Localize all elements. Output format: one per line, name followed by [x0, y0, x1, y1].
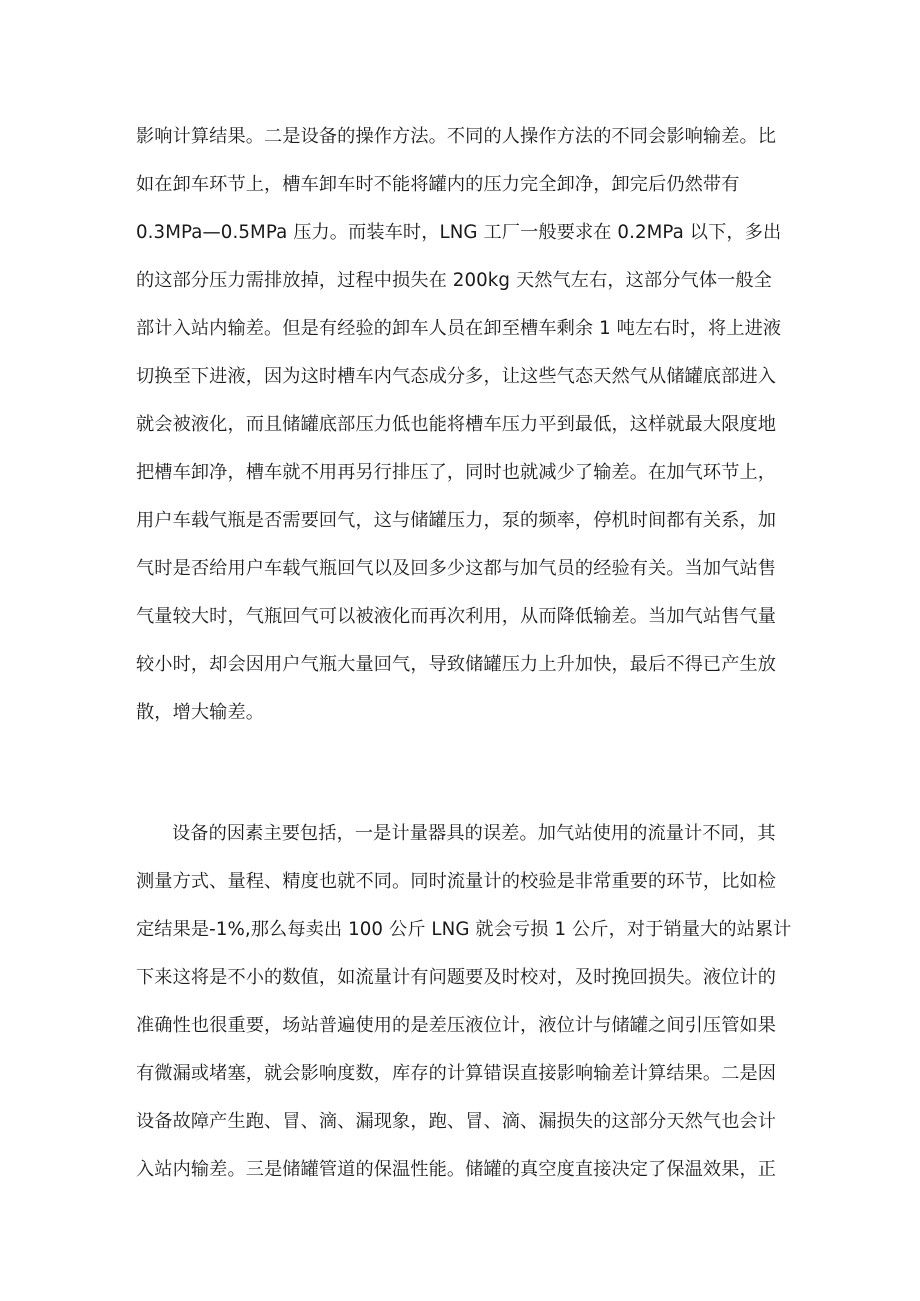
paragraph-line: 准确性也很重要，场站普遍使用的是差压液位计，液位计与储罐之间引压管如果: [136, 1015, 777, 1036]
paragraph-line: 下来这将是不小的数值，如流量计有问题要及时校对，及时挽回损失。液位计的: [136, 967, 777, 988]
paragraph-line: 入站内输差。三是储罐管道的保温性能。储罐的真空度直接决定了保温效果，正: [136, 1159, 777, 1180]
paragraph-line: 把槽车卸净，槽车就不用再另行排压了，同时也就减少了输差。在加气环节上，: [136, 462, 777, 483]
paragraph-line: 设备故障产生跑、冒、滴、漏现象，跑、冒、滴、漏损失的这部分天然气也会计: [136, 1111, 777, 1132]
paragraph-line: 切换至下进液，因为这时槽车内气态成分多，让这些气态天然气从储罐底部进入: [136, 366, 777, 387]
paragraph-line: 散，增大输差。: [136, 702, 265, 723]
paragraph-line: 部计入站内输差。但是有经验的卸车人员在卸至槽车剩余 1 吨左右时，将上进液: [136, 318, 782, 339]
paragraph-line: 气量较大时，气瓶回气可以被液化而再次利用，从而降低输差。当加气站售气量: [136, 606, 777, 627]
paragraph-line: 0.3MPa—0.5MPa 压力。而装车时，LNG 工厂一般要求在 0.2MPa 以下，多出: [136, 222, 782, 243]
paragraph-line: 用户车载气瓶是否需要回气，这与储罐压力，泵的频率，停机时间都有关系，加: [136, 510, 777, 531]
paragraph-line: 如在卸车环节上，槽车卸车时不能将罐内的压力完全卸净，卸完后仍然带有: [136, 174, 740, 195]
paragraph-line: 有微漏或堵塞，就会影响度数，库存的计算错误直接影响输差计算结果。二是因: [136, 1063, 777, 1084]
paragraph-line: 较小时，却会因用户气瓶大量回气，导致储罐压力上升加快，最后不得已产生放: [136, 654, 777, 675]
paragraph-line: 影响计算结果。二是设备的操作方法。不同的人操作方法的不同会影响输差。比: [136, 126, 777, 147]
paragraph-line: 设备的因素主要包括，一是计量器具的误差。加气站使用的流量计不同，其: [172, 823, 776, 844]
paragraph-line: 定结果是-1%,那么每卖出 100 公斤 LNG 就会亏损 1 公斤，对于销量大的站累计: [136, 919, 792, 940]
paragraph-line: 测量方式、量程、精度也就不同。同时流量计的校验是非常重要的环节，比如检: [136, 871, 777, 892]
paragraph-line: 气时是否给用户车载气瓶回气以及回多少这都与加气员的经验有关。当加气站售: [136, 558, 777, 579]
paragraph-line: 就会被液化，而且储罐底部压力低也能将槽车压力平到最低，这样就最大限度地: [136, 414, 777, 435]
paragraph-line: 的这部分压力需排放掉，过程中损失在 200kg 天然气左右，这部分气体一般全: [136, 270, 772, 291]
